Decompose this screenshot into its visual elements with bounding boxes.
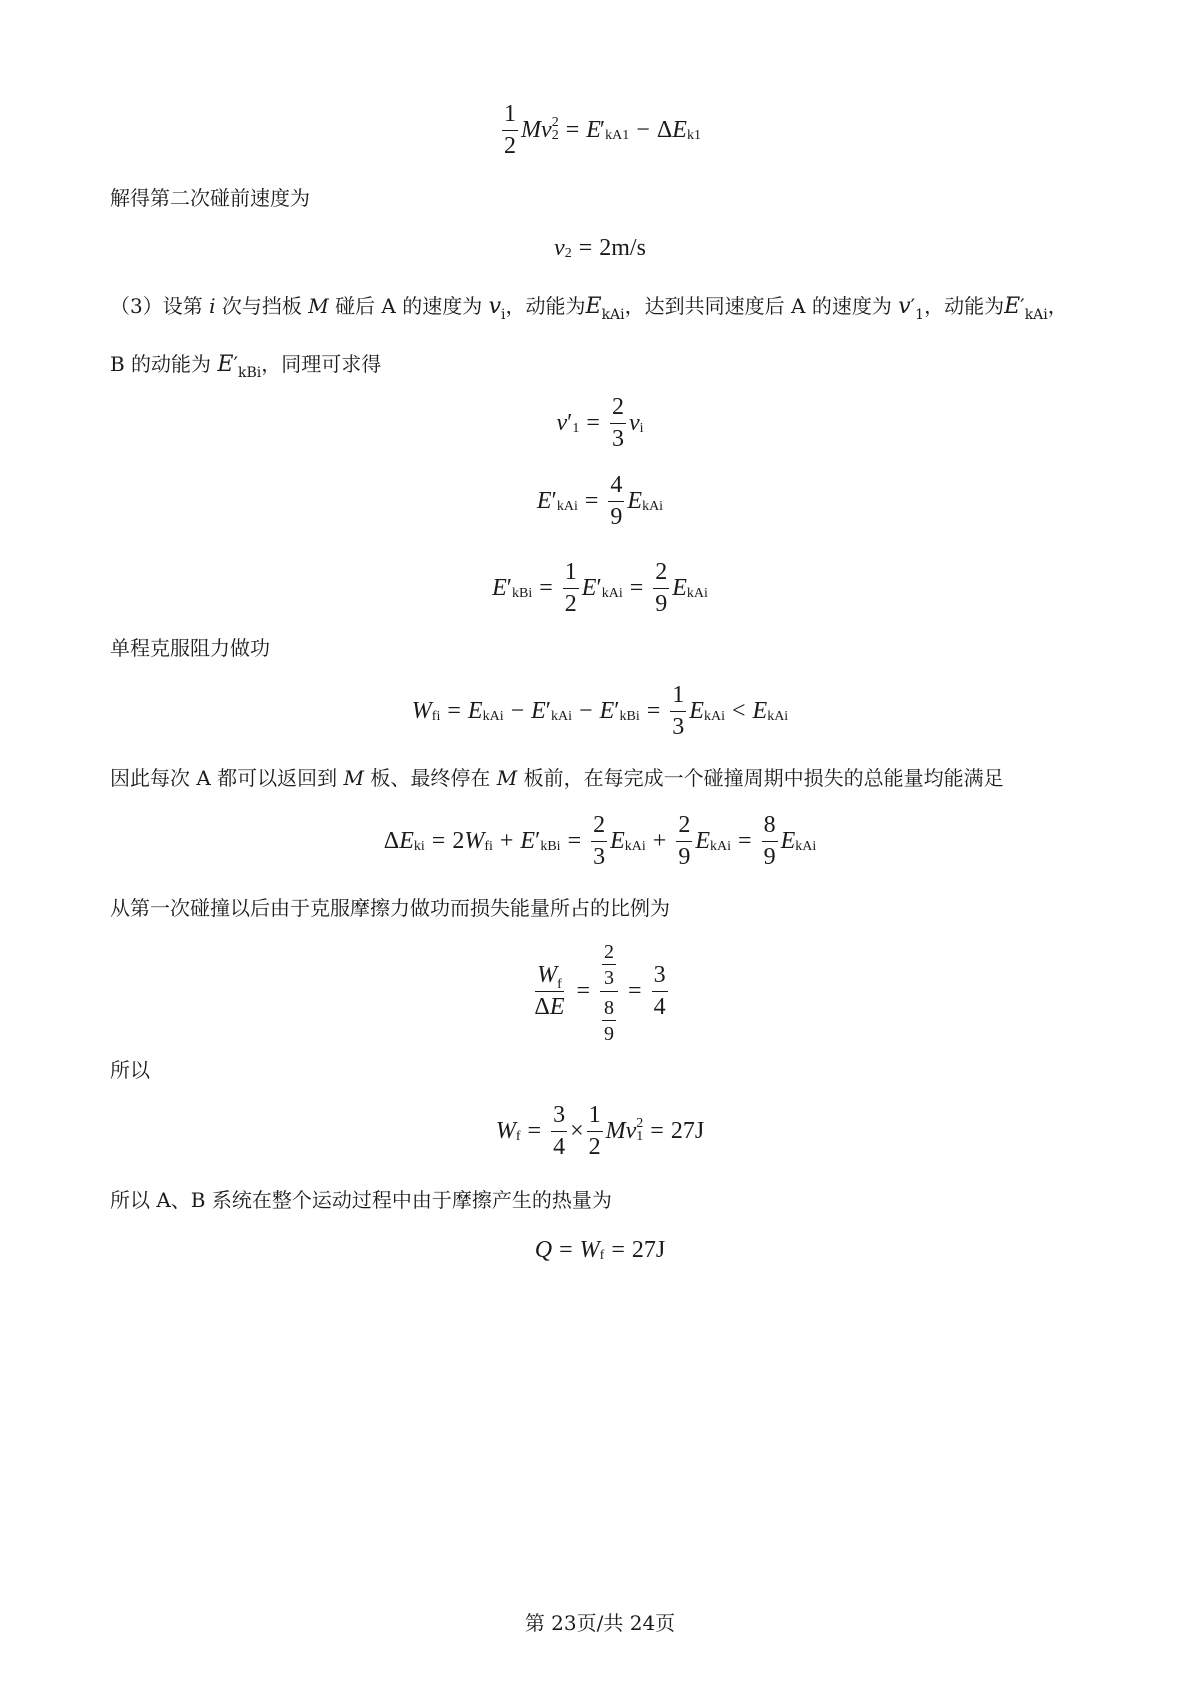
equation-q: Q = W f = 27J xyxy=(534,1236,666,1263)
text-line-5: 单程克服阻力做功 xyxy=(110,636,270,660)
equation-ekai-prime: E ′ kAi = $\frac{4}{9}$ E kAi xyxy=(536,472,664,530)
equation-ratio: $\frac{W_f}{\Delta E}$ = $\frac{\frac{2}{3}}{\frac{8}{9}}$ = $\frac{3}{4}$ xyxy=(0,936,1200,1046)
text-line-9: 所以 A、B 系统在整个运动过程中由于摩擦产生的热量为 xyxy=(110,1188,612,1212)
text-line-1: 解得第二次碰前速度为 xyxy=(110,186,310,210)
text-line-7: 从第一次碰撞以后由于克服摩擦力做功而损失能量所占的比例为 xyxy=(110,896,670,920)
equation-delta-eki: Δ E ki = 2 W fi + E ′ kBi = $\frac{2}{3}$ E kAi + $\frac{2}{9}$ E kAi = $\frac{8}{9}$ E kAi xyxy=(383,812,817,870)
text-line-8: 所以 xyxy=(110,1058,150,1082)
text-line-6: 因此每次 A 都可以返回到 M 板、最终停在 M 板前，在每完成一个碰撞周期中损失的总能量均能满足 xyxy=(110,766,1004,790)
equation-v1-prime: v ′ 1 = $\frac{2}{3}$ v i xyxy=(556,394,644,452)
text-line-4: B 的动能为 $E'_{kBi}$，同理可求得 xyxy=(110,352,382,381)
page-footer: 第 23页/共 24页 xyxy=(524,1611,676,1635)
equation-v2: v 2 = 2m/s xyxy=(554,234,646,261)
equation-energy-second: $\frac{1}{2}$ M v 2 2 = E ′ kA1 − Δ E k1 xyxy=(504,101,701,159)
equation-wf: W f = $\frac{3}{4}$ × $\frac{1}{2}$ M v 2 1 = 27J xyxy=(495,1102,705,1160)
equation-wfi: W fi = E kAi − E ′ kAi − E ′ kBi = $\frac{1}{3}$ E kAi < E kAi xyxy=(411,682,789,740)
text-line-3: （3）设第 i 次与挡板 M 碰后 A 的速度为 $v_i$，动能为$E_{kAi}$，达到共同速度后 A 的速度为 $v'_1$，动能为$E'_{kAi}$， xyxy=(110,294,1068,323)
equation-ekbi-prime: E ′ kBi = $\frac{1}{2}$ E ′ kAi = $\frac{2}{9}$ E kAi xyxy=(492,559,708,617)
